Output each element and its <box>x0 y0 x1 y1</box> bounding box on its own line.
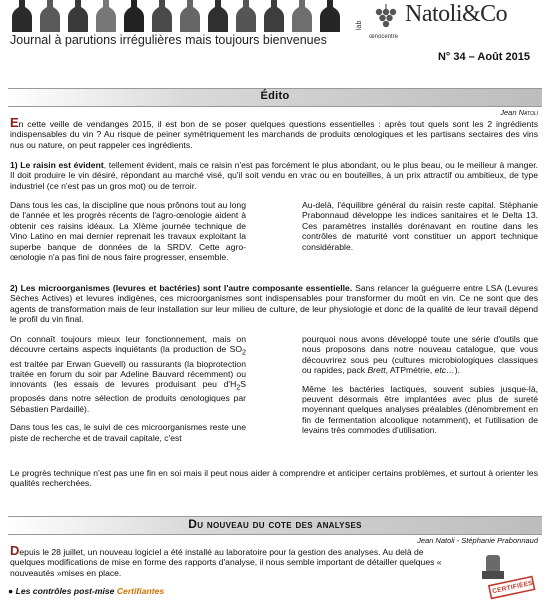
bottle-icon <box>288 0 316 32</box>
stamp-label: CERTIFIÉES <box>491 579 534 596</box>
drop-cap: E <box>10 115 19 130</box>
edito-title: Édito <box>260 90 290 102</box>
column-left <box>10 334 246 451</box>
author-first-name: Jean <box>500 108 517 117</box>
bullet-highlight: Certifiantes <box>116 586 165 596</box>
bottle-icon <box>204 0 232 32</box>
bottle-icon <box>64 0 92 32</box>
edito-author <box>500 108 538 117</box>
edito-intro <box>10 115 538 150</box>
point-1-heading: 1) Le raisin est évident <box>10 160 104 170</box>
edito-point-1 <box>10 160 538 191</box>
paragraph: Dans tous les cas, le suivi de ces microorganismes reste une piste de recherche et de travail capitale, c'est <box>10 422 246 443</box>
author-last-name: Natoli <box>518 108 538 117</box>
issue-number: N° 34 – Août 2015 <box>437 51 530 63</box>
paragraph: pourquoi nous avons développé toute une série d'outils que nous proposons dans notre nouveau catalogue, que vous découvrirez sous peu (cultures microbiologiques classiques ou rapides, pack Brett, ATPmétrie, etc…). <box>302 334 538 376</box>
intro-text: epuis le 28 juillet, un nouveau logiciel a été installé au laboratoire pour la gestion des analyses. Au delà de quelques modifications de mise en forme des rapports d'analyse, il nous semble important de détailler quelques « nouveautés »mises en place. <box>10 547 442 578</box>
analyses-bullet <box>8 586 308 596</box>
bottle-icon <box>260 0 288 32</box>
certified-stamp-icon <box>472 555 536 600</box>
edito-point-2 <box>10 283 538 325</box>
bottle-icon <box>92 0 120 32</box>
bottle-icon <box>36 0 64 32</box>
point-2-text: Sans relancer la guéguerre entre LSA (Levures Sèches Actives) et levures indigènes, ces microorganismes sont indispensables pour transformer du moût en vin. Ce ne sont que des agents de transformation mais de leur installation sur leur milieu de culture, de leur physiologie et donc de la qualité de leur travail dépend le profil du vin final. <box>10 283 538 325</box>
bottle-icon <box>316 0 344 32</box>
drop-cap: D <box>10 543 20 558</box>
closing-text: Le progrès technique n'est pas une fin en soi mais il peut nous aider à comprendre et anticiper certains problèmes, et surtout à orienter les qualités recherchées. <box>10 468 538 489</box>
paragraph: On connaît toujours mieux leur fonctionnement, mais on découvre certains aspects inquiétants (la production de $SO_2$ est traitée par Erwan Guevell) ou rassurants (la bioprotection traitée en forum du soir par Adeline Bauvard récemment) ou innovants (les essais de levures produisant peu $d'H_2S$ proposés dans notre sélection de produits œnologiques par Sébastien Pardaillé). <box>10 334 246 414</box>
edito-banner <box>8 88 542 107</box>
lab-logo <box>355 0 411 44</box>
column-right <box>302 334 538 451</box>
bottle-icon <box>8 0 36 32</box>
grape-icon <box>355 0 411 44</box>
analyses-authors: Jean Natoli - Stéphanie Prabonnaud <box>417 536 538 545</box>
brand-logo <box>405 1 507 28</box>
bottle-icon <box>120 0 148 32</box>
svg-text:lab: lab <box>356 20 363 30</box>
intro-text: n cette veille de vendanges 2015, il est bon de se poser quelques questions essentielles : après tout quels sont les 2 ingrédients indispensables du vin ? Au risque de peiner symétriquement les marchands de produits œnologiques et les partisans sectaires des vins nus ou nature, on peut rappeler ces ingrédients. <box>10 119 538 150</box>
column-right <box>302 200 538 270</box>
edito-closing <box>10 468 538 489</box>
paragraph: Même les bactéries lactiques, souvent subies jusque-là, peuvent désormais être implantées avec plus de sureté moyennant quelques analyses préalables (dénombrement en fin de fermentation alcoolique notamment), et l'utilisation de levains très commodes d'utilisation. <box>302 383 538 436</box>
brand-name: Natoli&Co <box>405 1 508 27</box>
svg-text:œnocentre: œnocentre <box>369 34 399 40</box>
column-left <box>10 200 246 270</box>
journal-subtitle: Journal à parutions irrégulières mais toujours bienvenues <box>10 33 327 47</box>
analyses-title: Du nouveau du cote des analyses <box>188 517 362 531</box>
analyses-banner <box>8 516 542 535</box>
paragraph: Dans tous les cas, la discipline que nous prônons tout au long de l'année et les progrès récents de l'agro-œnologie aident à obtenir ces raisins idéaux. La XIème journée technique de Vino Latino en mai dernier reprenait les travaux exploitant la superbe banque de données de la SRDV. Cette agro-œnologie n'a pas fini de nous faire progresser, ensemble. <box>10 200 246 263</box>
point-1-text: , tellement évident, mais ce raisin n'est pas forcément le plus abondant, ou le plus beau, ou le meilleur à manger. Il doit produire le vin désiré, répondant au marché visé, qu'il soit vendu en vrac ou en bouteilles, à un prix attractif ou ambitieux, de type industriel (ce n'est pas un gros mot) ou de terroir. <box>10 160 539 191</box>
edito-columns-2 <box>10 334 538 451</box>
analyses-intro <box>10 543 460 578</box>
bottle-icon <box>176 0 204 32</box>
point-2-heading: 2) Les microorganismes (levures et bactéries) sont l'autre composante essentielle. <box>10 283 353 293</box>
paragraph: Au-delà, l'équilibre général du raisin reste capital. Stéphanie Prabonnaud développe les indices sanitaires et le Delta 13. Ces paramètres installés dorénavant en routine dans les contrôles de maturité vont constituer un apport technique considérable. <box>302 200 538 252</box>
bullet-icon: ● <box>8 586 16 596</box>
bottle-banner <box>8 0 344 32</box>
bottle-icon <box>148 0 176 32</box>
bullet-text: Les contrôles post-mise <box>15 586 115 596</box>
edito-columns-1 <box>10 200 538 270</box>
bottle-icon <box>232 0 260 32</box>
